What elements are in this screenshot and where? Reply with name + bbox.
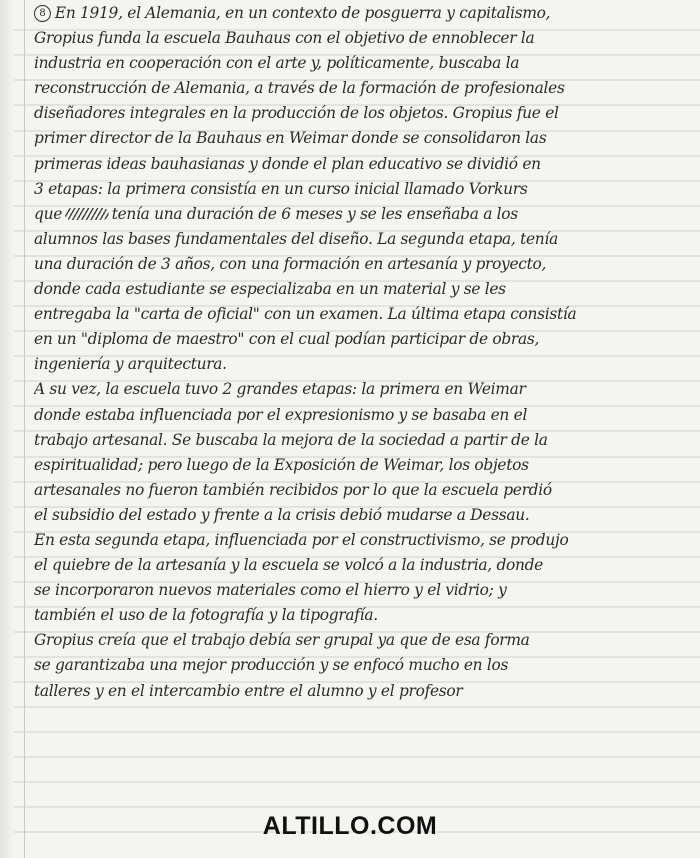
text-line: primeras ideas bauhasianas y donde el plan educativo se dividió en bbox=[34, 154, 541, 173]
text-line: 8 En 1919, el Alemania, en un contexto de posguerra y capitalismo, bbox=[34, 1, 690, 26]
text-line bbox=[34, 704, 690, 729]
text-line: donde estaba influenciada por el expresionismo y se basaba en el bbox=[34, 405, 528, 424]
text-line: reconstrucción de Alemania, a través de la formación de profesionales bbox=[34, 79, 565, 98]
text-line: que tenía una duración de 6 meses y se les enseñaba a los bbox=[34, 204, 518, 223]
text-line: el subsidio del estado y frente a la crisis debió mudarse a Dessau. bbox=[34, 505, 530, 524]
text-line: industria en cooperación con el arte y, políticamente, buscaba la bbox=[34, 54, 520, 73]
handwritten-text bbox=[34, 1, 694, 729]
text-line: Gropius creía que el trabajo debía ser grupal ya que de esa forma bbox=[34, 631, 530, 650]
text-line: En esta segunda etapa, influenciada por el constructivismo, se produjo bbox=[34, 530, 569, 549]
text-line: entregaba la "carta de oficial" con un examen. La última etapa consistía bbox=[34, 305, 577, 324]
crossed-out-word bbox=[65, 208, 109, 220]
item-number: 8 bbox=[34, 5, 51, 22]
text-line: primer director de la Bauhaus en Weimar donde se consolidaron las bbox=[34, 129, 547, 148]
text-line: alumnos las bases fundamentales del diseño. La segunda etapa, tenía bbox=[34, 229, 558, 248]
page-edge-shadow bbox=[0, 0, 14, 858]
text-line: ingeniería y arquitectura. bbox=[34, 355, 227, 374]
text-line: artesanales no fueron también recibidos por lo que la escuela perdió bbox=[34, 480, 552, 499]
text-line: también el uso de la fotografía y la tipografía. bbox=[34, 606, 378, 625]
text-line: diseñadores integrales en la producción de los objetos. Gropius fue el bbox=[34, 104, 559, 123]
watermark: ALTILLO.COM bbox=[262, 812, 438, 840]
text-line: el quiebre de la artesanía y la escuela se volcó a la industria, donde bbox=[34, 556, 544, 575]
text-line: talleres y en el intercambio entre el alumno y el profesor bbox=[34, 681, 463, 700]
margin-line bbox=[24, 0, 25, 858]
text-line: 3 etapas: la primera consistía en un curso inicial llamado Vorkurs bbox=[34, 179, 528, 198]
text-line: se incorporaron nuevos materiales como el hierro y el vidrio; y bbox=[34, 581, 507, 600]
text-line: trabajo artesanal. Se buscaba la mejora de la sociedad a partir de la bbox=[34, 430, 548, 449]
text-line: se garantizaba una mejor producción y se enfocó mucho en los bbox=[34, 656, 509, 675]
text-line: en un "diploma de maestro" con el cual podían participar de obras, bbox=[34, 330, 540, 349]
text-line: A su vez, la escuela tuvo 2 grandes etapas: la primera en Weimar bbox=[34, 380, 526, 399]
text-line: espiritualidad; pero luego de la Exposición de Weimar, los objetos bbox=[34, 455, 529, 474]
text-line: Gropius funda la escuela Bauhaus con el objetivo de ennoblecer la bbox=[34, 29, 535, 48]
text-line: una duración de 3 años, con una formación en artesanía y proyecto, bbox=[34, 254, 547, 273]
text-line: donde cada estudiante se especializaba en un material y se les bbox=[34, 280, 506, 299]
